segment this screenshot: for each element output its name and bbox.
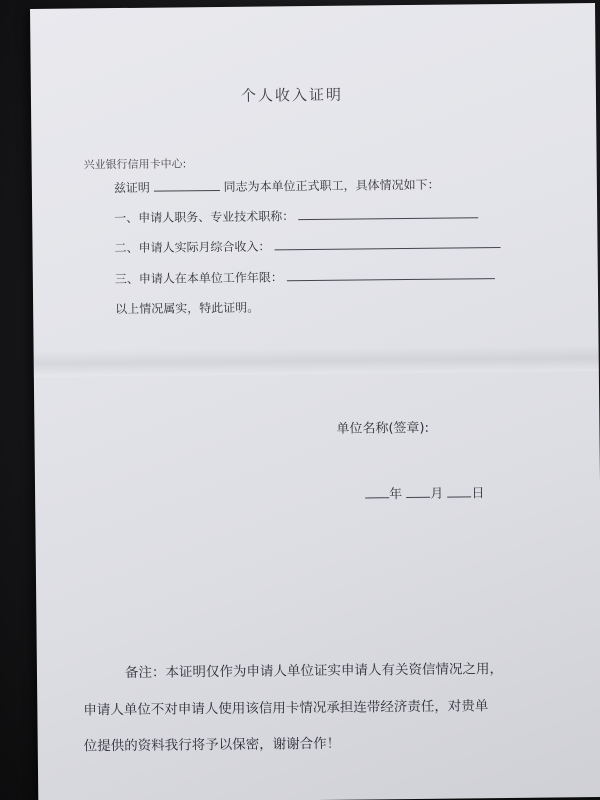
- date-day-label: 日: [471, 486, 485, 502]
- year-blank: [365, 485, 389, 498]
- name-blank: [154, 178, 220, 192]
- month-blank: [406, 485, 430, 498]
- years-blank: [287, 266, 495, 281]
- item-years-label: 三、申请人在本单位工作年限：: [114, 270, 283, 287]
- item-income-label: 二、申请人实际月综合收入：: [114, 239, 271, 256]
- item-years-line: [115, 266, 495, 287]
- remark-line-3: 位提供的资料我行将予以保密，谢谢合作！: [83, 735, 341, 755]
- date-month-label: 月: [430, 486, 444, 502]
- certify-prefix: 兹证明: [113, 180, 150, 196]
- certify-suffix: 同志为本单位正式职工，具体情况如下：: [223, 177, 440, 194]
- item-position-line: [114, 205, 478, 226]
- document-title: 个人收入证明: [240, 85, 344, 105]
- remark-line-2: 申请人单位不对申请人使用该信用卡情况承担连带经济责任，对贵单: [83, 698, 489, 719]
- day-blank: [447, 484, 471, 497]
- certificate-paper: [30, 3, 600, 800]
- paper-fold: [34, 345, 599, 377]
- item-income-line: [114, 235, 500, 256]
- signature-label: 单位名称(签章):: [336, 420, 430, 437]
- position-blank: [298, 205, 478, 220]
- recipient-line: 兴业银行信用卡中心:: [83, 157, 187, 172]
- income-blank: [274, 235, 500, 250]
- item-position-label: 一、申请人职务、专业技术职称：: [114, 209, 295, 226]
- certify-line: [114, 176, 440, 196]
- remark-line-1: 备注：本证明仅作为申请人单位证实申请人有关资信情况之用，: [124, 661, 504, 681]
- date-year-label: 年: [389, 487, 403, 503]
- closing-line: 以上情况属实，特此证明。: [115, 300, 260, 317]
- date-line: [365, 482, 485, 502]
